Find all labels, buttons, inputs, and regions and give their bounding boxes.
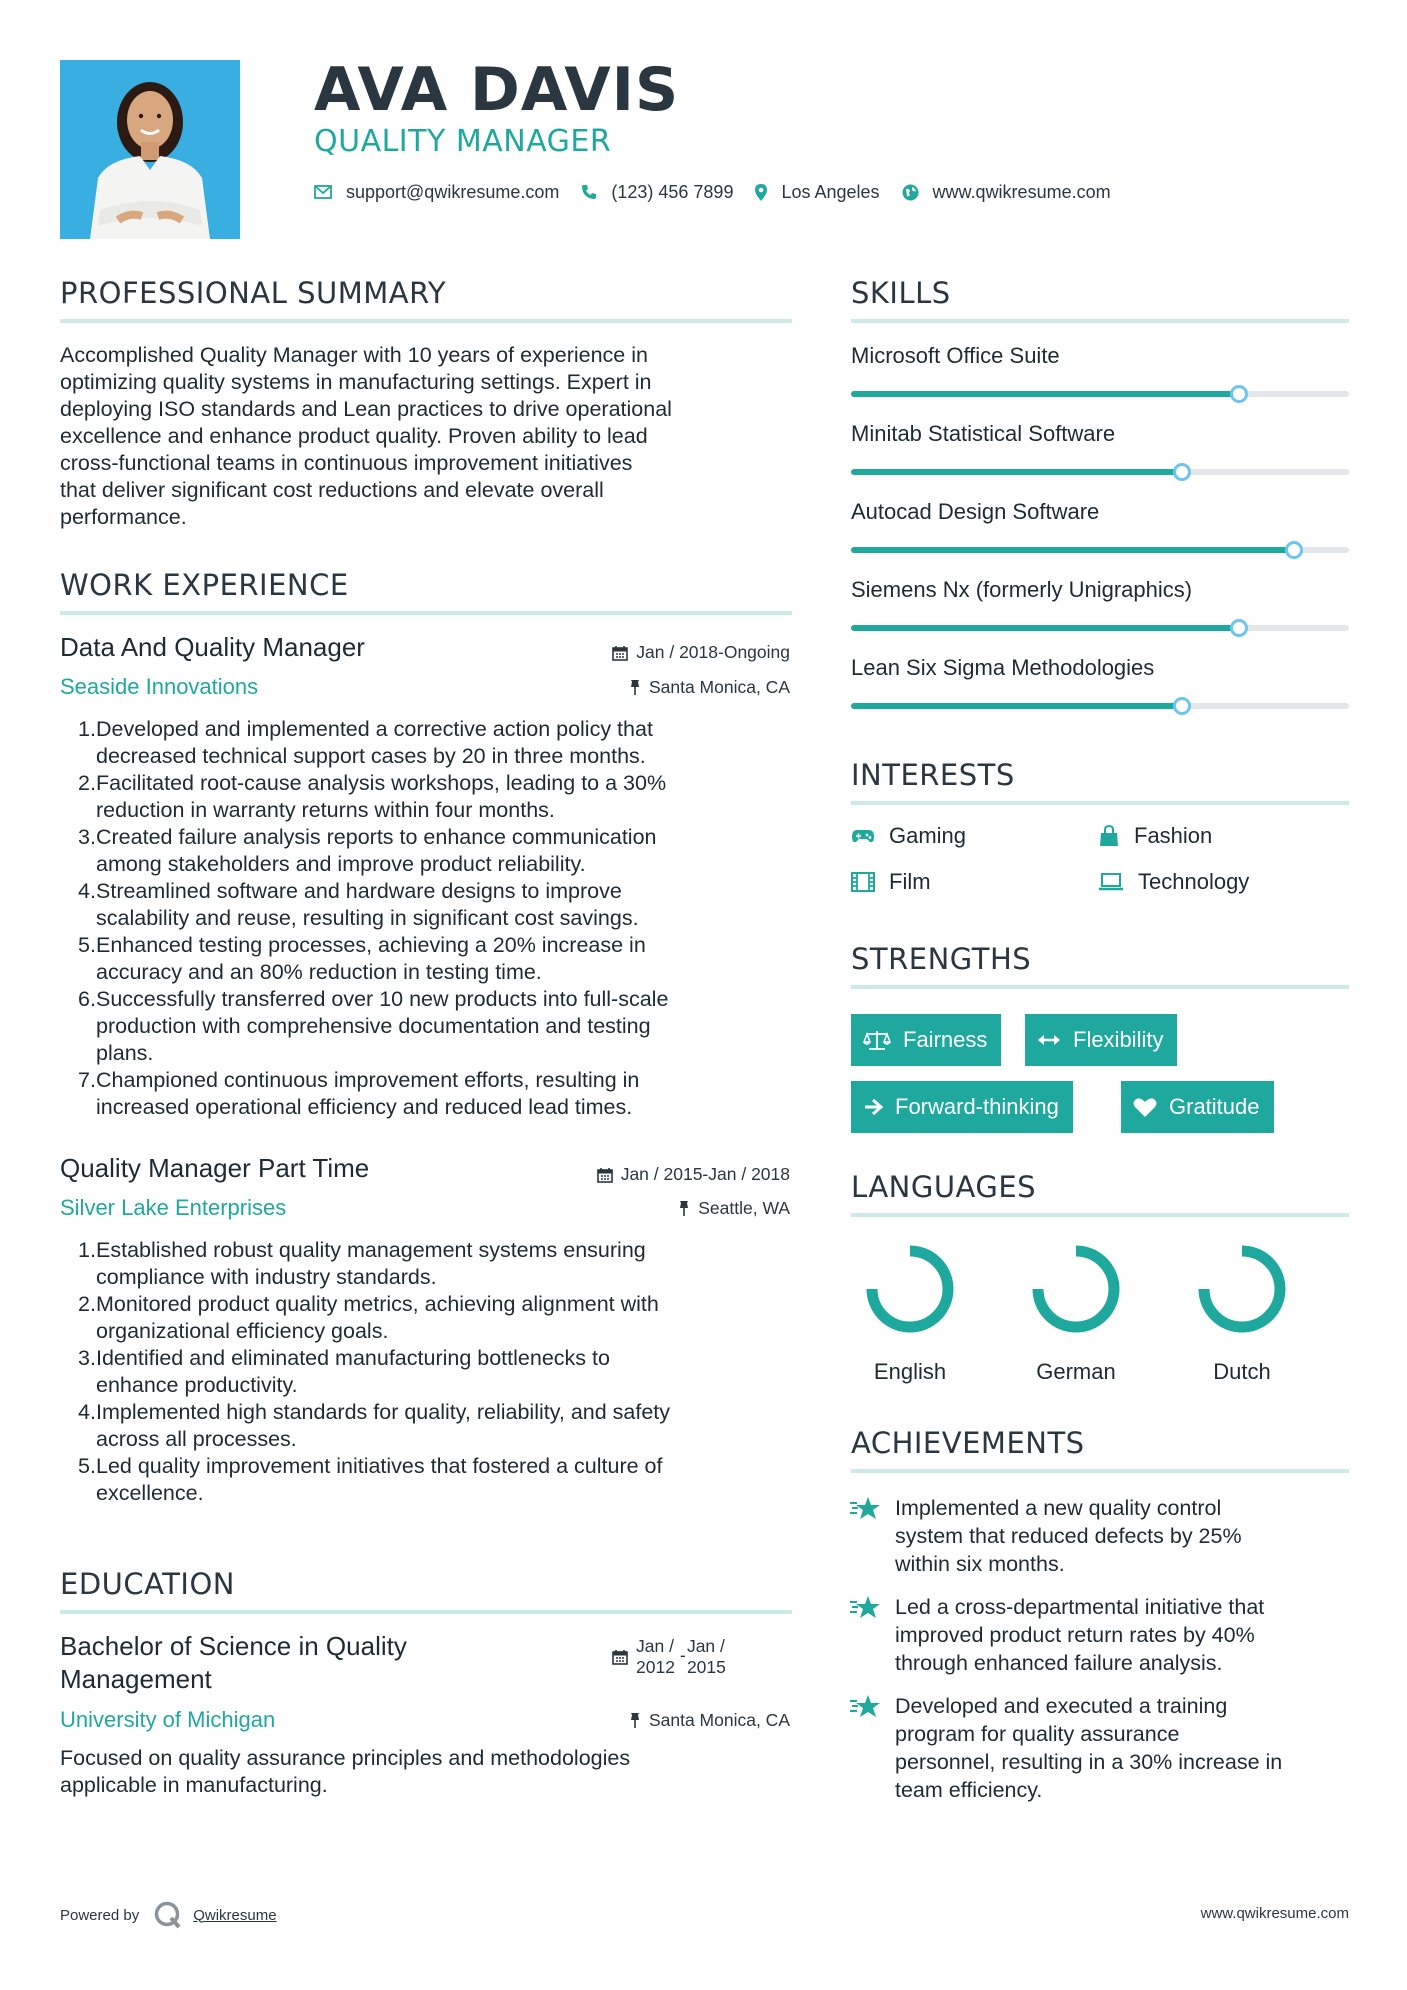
bullet-line: scalability and reuse, resulting in significant cost savings. [96,906,639,930]
bullet-line: Implemented high standards for quality, reliability, and safety [96,1400,671,1424]
website-text: www.qwikresume.com [932,181,1111,202]
achievement-text [895,1692,1282,1804]
achievement-item [849,1593,1349,1677]
strength-label: Fairness [903,1027,988,1052]
globe-icon [902,184,919,201]
profile-photo [60,60,240,239]
bullet-line: Monitored product quality metrics, achieving alignment with [96,1292,659,1316]
achievement-line: within six months. [895,1552,1065,1576]
bullet-line: Established robust quality management systems ensuring [96,1238,646,1262]
balance-scale-icon [863,1029,891,1051]
summary-line: that deliver significant cost reductions and elevate overall [60,478,604,502]
bullet-number: 3. [78,825,96,849]
language-item [845,1240,975,1385]
job-bullets [78,716,810,1121]
arrows-horizontal-icon [1037,1033,1061,1047]
contact-email[interactable] [314,182,559,203]
interests-heading: INTERESTS [851,758,1015,792]
phone-icon [581,184,597,200]
strength-label: Gratitude [1169,1094,1260,1119]
strength-label: Flexibility [1073,1027,1164,1052]
bullet-number: 1. [78,1238,96,1262]
skill-bar-knob [1173,697,1191,715]
bullet-line: Led quality improvement initiatives that fostered a culture of [96,1454,663,1478]
achievement-line: through enhanced failure analysis. [895,1651,1223,1675]
languages-divider [851,1213,1349,1217]
job-location-text: Santa Monica, CA [648,677,790,697]
email-text: support@qwikresume.com [346,181,560,202]
skill-bar-fill [851,469,1182,475]
achievement-item [849,1692,1349,1804]
achievement-line: team efficiency. [895,1778,1043,1802]
date-part: 2015 [686,1657,726,1677]
bullet-line: Enhanced testing processes, achieving a 20% increase in [96,933,646,957]
gamepad-icon [851,828,875,844]
job-location-text: Seattle, WA [698,1198,790,1218]
map-pin-icon [755,184,767,201]
strength-chip [1025,1014,1177,1066]
strength-chip [851,1014,1001,1066]
achievements-heading: ACHIEVEMENTS [851,1426,1085,1460]
bullet-line: compliance with industry standards. [96,1265,437,1289]
job-title: Quality Manager Part Time [60,1153,370,1183]
job-bullets [78,1237,810,1507]
skill-bar-fill [851,391,1239,397]
bullet-line: Successfully transferred over 10 new products into full-scale [96,987,669,1011]
degree-line: Bachelor of Science in Quality [60,1631,407,1661]
heart-icon [1133,1097,1157,1118]
bullet-line: enhance productivity. [96,1373,298,1397]
language-ring-arc [1038,1251,1114,1327]
bullet-line: Created failure analysis reports to enhance communication [96,825,657,849]
strength-chip [851,1081,1073,1133]
skill-bar-fill [851,625,1239,631]
skill-bar [851,547,1349,553]
education-location [629,1710,790,1731]
skills-divider [851,319,1349,323]
experience-heading: WORK EXPERIENCE [60,568,349,602]
bullet-line: organizational efficiency goals. [96,1319,389,1343]
contact-website[interactable] [902,182,1111,203]
calendar-icon [612,645,628,661]
summary-heading: PROFESSIONAL SUMMARY [60,276,447,310]
skills-heading: SKILLS [851,276,951,310]
strengths-heading: STRENGTHS [851,942,1032,976]
summary-line: deploying ISO standards and Lean practices to drive operational [60,397,672,421]
footer-powered-by [60,1900,277,1930]
education-dates [612,1636,726,1678]
education-divider [60,1610,792,1614]
powered-by-text: Powered by [60,1906,140,1924]
skill-bar [851,625,1349,631]
language-label: Dutch [1213,1359,1271,1384]
education-desc-line: Focused on quality assurance principles and methodologies [60,1746,631,1770]
bullet-line: decreased technical support cases by 20 in three months. [96,744,646,768]
interests-divider [851,801,1349,805]
skill-bar-fill [851,703,1182,709]
interest-label: Technology [1138,869,1250,894]
star-icon [849,1595,881,1619]
qwikresume-logo-icon [153,1900,183,1930]
star-icon [849,1496,881,1520]
laptop-icon [1098,873,1124,891]
skill-bar-fill [851,547,1294,553]
list-item [78,1399,810,1453]
list-item [78,878,810,932]
date-part: Jan / [686,1636,725,1656]
interest-film [851,869,931,895]
list-item [78,716,810,770]
skill-bar-knob [1173,463,1191,481]
summary-divider [60,319,792,323]
skill-bar [851,703,1349,709]
achievements-divider [851,1469,1349,1473]
contact-location [755,182,879,203]
degree-title [60,1630,407,1696]
bullet-number: 5. [78,933,96,957]
phone-text: (123) 456 7899 [611,181,734,202]
list-item [78,1291,810,1345]
arrow-right-icon [863,1098,883,1116]
interest-fashion [1098,823,1212,849]
candidate-name: AVA DAVIS [314,55,680,125]
bullet-line: across all processes. [96,1427,297,1451]
date-part: 2012 [636,1657,675,1677]
language-ring-arc [1204,1251,1280,1327]
contact-bar [314,178,1133,206]
bullet-number: 2. [78,771,96,795]
language-ring [845,1240,975,1338]
job-location [678,1198,790,1219]
education-desc-line: applicable in manufacturing. [60,1773,328,1797]
achievement-line: improved product return rates by 40% [895,1623,1255,1647]
interest-technology [1098,869,1249,895]
interest-label: Fashion [1134,823,1213,848]
summary-line: cross-functional teams in continuous improvement initiatives [60,451,633,475]
skill-bar-knob [1285,541,1303,559]
bullet-number: 6. [78,987,96,1011]
pushpin-icon [629,679,641,696]
candidate-title: QUALITY MANAGER [314,124,612,159]
list-item [78,1345,810,1399]
achievement-line: Implemented a new quality control [895,1496,1222,1520]
bullet-line: increased operational efficiency and reduced lead times. [96,1095,633,1119]
envelope-icon [314,185,332,199]
language-item [1011,1240,1141,1385]
bullet-line: production with comprehensive documentation and testing [96,1014,651,1038]
bullet-line: plans. [96,1041,154,1065]
language-ring-arc [872,1251,948,1327]
skill-bar-knob [1230,619,1248,637]
interest-label: Film [889,869,931,894]
list-item [78,986,810,1067]
list-item [78,1067,810,1121]
shopping-bag-icon [1098,825,1120,847]
bullet-number: 3. [78,1346,96,1370]
date-part: Jan / [636,1636,674,1656]
footer-website[interactable]: www.qwikresume.com [1200,1905,1349,1922]
education-heading: EDUCATION [60,1567,236,1601]
summary-line: Accomplished Quality Manager with 10 years of experience in [60,343,648,367]
education-location-text: Santa Monica, CA [648,1710,790,1730]
list-item [78,770,810,824]
skill-name: Lean Six Sigma Methodologies [851,655,1155,680]
achievement-item [849,1494,1349,1578]
job-company: Silver Lake Enterprises [60,1195,287,1220]
skill-name: Siemens Nx (formerly Unigraphics) [851,577,1193,602]
job-title: Data And Quality Manager [60,632,365,662]
job-date-text: Jan / 2018-Ongoing [636,642,790,662]
bullet-line: accuracy and an 80% reduction in testing time. [96,960,542,984]
bullet-number: 1. [78,717,96,741]
pushpin-icon [629,1712,641,1729]
job-date-text: Jan / 2015-Jan / 2018 [620,1164,790,1184]
bullet-number: 7. [78,1068,96,1092]
bullet-line: Identified and eliminated manufacturing bottlenecks to [96,1346,610,1370]
list-item [78,824,810,878]
language-ring [1011,1240,1141,1338]
calendar-icon [597,1167,613,1183]
bullet-number: 5. [78,1454,96,1478]
skill-bar [851,469,1349,475]
language-label: English [873,1359,947,1384]
achievement-line: Led a cross-departmental initiative that [895,1595,1265,1619]
skill-bar [851,391,1349,397]
skill-name: Minitab Statistical Software [851,421,1116,446]
education-description [60,1745,792,1799]
achievement-line: system that reduced defects by 25% [895,1524,1242,1548]
bullet-number: 4. [78,1400,96,1424]
date-dash: - [679,1645,686,1665]
strengths-divider [851,985,1349,989]
strength-label: Forward-thinking [895,1094,1059,1119]
skill-name: Microsoft Office Suite [851,343,1060,368]
job-date [612,642,790,663]
language-item [1177,1240,1307,1385]
interest-label: Gaming [889,823,967,848]
achievement-text [895,1494,1242,1578]
language-label: German [1036,1359,1116,1384]
job-date [597,1164,790,1185]
brand-link[interactable]: Qwikresume [193,1906,277,1924]
school-name: University of Michigan [60,1707,276,1732]
job-location [629,677,790,698]
achievement-text [895,1593,1264,1677]
bullet-line: Developed and implemented a corrective action policy that [96,717,653,741]
summary-line: excellence and enhance product quality. Proven ability to lead [60,424,648,448]
star-icon [849,1694,881,1718]
calendar-icon [612,1649,628,1665]
experience-divider [60,611,792,615]
list-item [78,1453,810,1507]
bullet-line: excellence. [96,1481,204,1505]
bullet-line: among stakeholders and improve product reliability. [96,852,586,876]
skill-name: Autocad Design Software [851,499,1100,524]
education-start [636,1636,675,1678]
achievement-line: personnel, resulting in a 30% increase in [895,1750,1283,1774]
location-text: Los Angeles [781,181,880,202]
list-item [78,1237,810,1291]
bullet-line: Championed continuous improvement efforts, resulting in [96,1068,640,1092]
summary-line: performance. [60,505,187,529]
degree-line: Management [60,1664,212,1694]
bullet-number: 2. [78,1292,96,1316]
bullet-line: Facilitated root-cause analysis workshops, leading to a 30% [96,771,667,795]
contact-phone[interactable] [581,182,733,203]
bullet-number: 4. [78,879,96,903]
education-end [679,1636,726,1678]
bullet-line: Streamlined software and hardware designs to improve [96,879,622,903]
film-icon [851,872,875,892]
achievement-line: program for quality assurance [895,1722,1180,1746]
summary-line: optimizing quality systems in manufacturing settings. Expert in [60,370,652,394]
language-ring [1177,1240,1307,1338]
interest-gaming [851,823,966,849]
strength-chip [1121,1081,1274,1133]
bullet-line: reduction in warranty returns within four months. [96,798,555,822]
pushpin-icon [678,1200,690,1217]
achievement-line: Developed and executed a training [895,1694,1228,1718]
job-company: Seaside Innovations [60,674,259,699]
list-item [78,932,810,986]
languages-heading: LANGUAGES [851,1170,1037,1204]
summary-text [60,342,792,531]
skill-bar-knob [1230,385,1248,403]
